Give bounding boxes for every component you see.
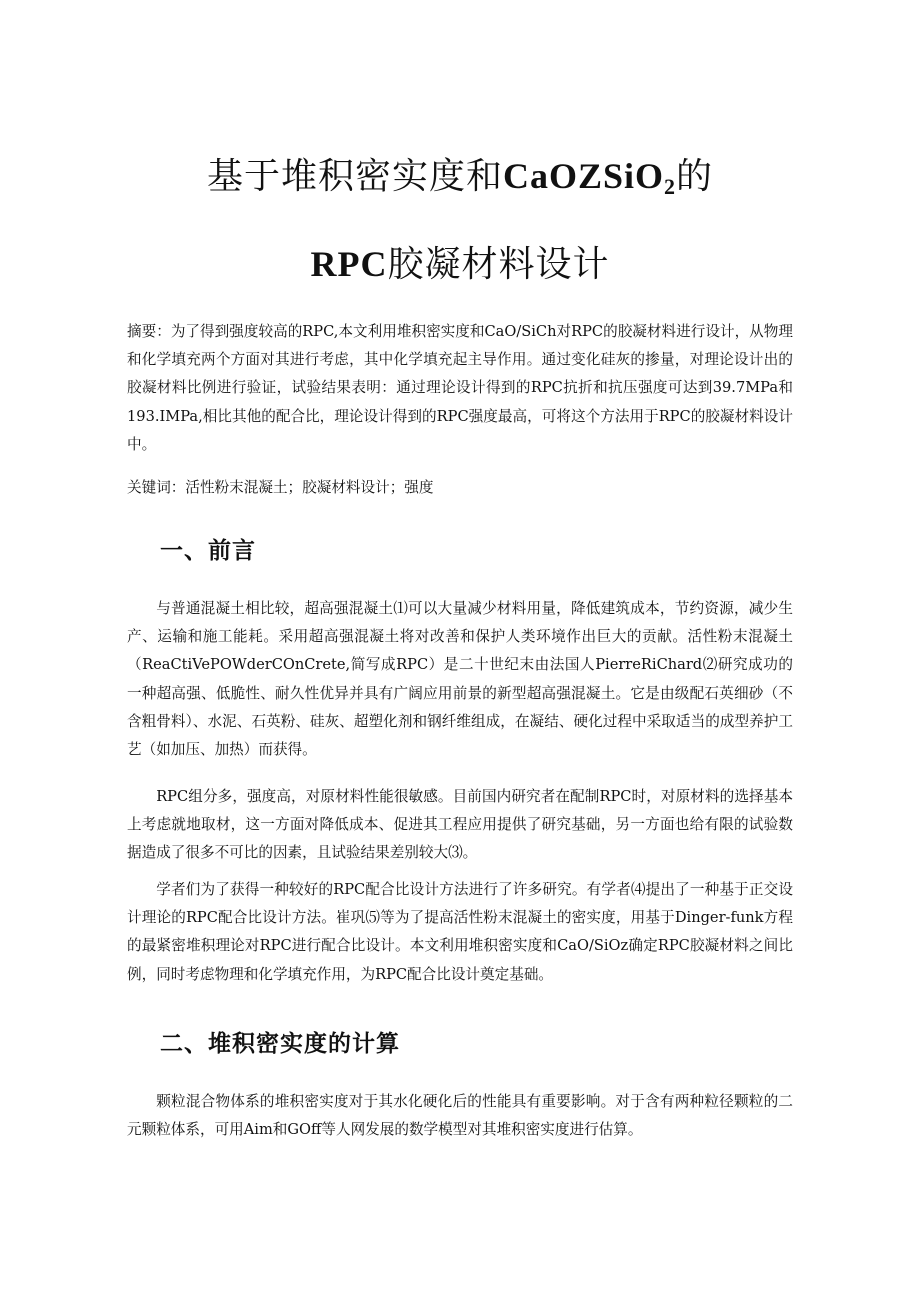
title-suffix: 的 [676,156,714,197]
title-text-2: 胶凝材料设计 [387,244,610,285]
keywords: 关键词：活性粉末混凝土；胶凝材料设计；强度 [127,479,434,496]
body-paragraph: 学者们为了获得一种较好的RPC配合比设计方法进行了许多研究。有学者⑷提出了一种基于正交设计理论的RPC配合比设计方法。崔巩⑸等为了提高活性粉末混凝土的密实度，用基于Dinger-funk方程的最紧密堆积理论对RPC进行配合比设计。本文利用堆积密实度和CaO/SiOz确定RPC胶凝材料之间比例，同时考虑物理和化学填充作用，为RPC配合比设计奠定基础。 [127,881,793,983]
title-line-2 [0,236,920,287]
body-paragraph: 颗粒混合物体系的堆积密实度对于其水化硬化后的性能具有重要影响。对于含有两种粒径颗粒的二元颗粒体系，可用Aim和GOff等人网发展的数学模型对其堆积密实度进行估算。 [127,1093,793,1139]
section-heading-packing-density: 二、堆积密实度的计算 [160,1031,400,1057]
title-line-1 [0,148,920,200]
abstract: 摘要：为了得到强度较高的RPC,本文利用堆积密实度和CaO/SiCh对RPC的胶凝材料进行设计，从物理和化学填充两个方面对其进行考虑，其中化学填充起主导作用。通过变化硅灰的掺量，对理论设计出的胶凝材料比例进行验证，试验结果表明：通过理论设计得到的RPC抗折和抗压强度可达到39.7MPa和193.IMPa,相比其他的配合比，理论设计得到的RPC强度最高，可将这个方法用于RPC的胶凝材料设计中。 [127,323,793,453]
title-acronym: RPC [310,244,388,284]
section-heading-introduction: 一、前言 [160,538,256,564]
title-formula: CaOZSiO [502,156,665,196]
title-text: 基于堆积密实度和 [206,156,503,197]
title-formula-subscript: 2 [664,174,677,199]
body-paragraph: 与普通混凝土相比较，超高强混凝土⑴可以大量减少材料用量，降低建筑成本，节约资源，减少生产、运输和施工能耗。采用超高强混凝土将对改善和保护人类环境作出巨大的贡献。活性粉末混凝土（ReaCtiVePOWderCOnCrete,简写成RPC）是二十世纪末由法国人PierreRiChard⑵研究成功的一种超高强、低脆性、耐久性优异并具有广阔应用前景的新型超高强混凝土。它是由级配石英细砂（不含粗骨料）、水泥、石英粉、硅灰、超塑化剂和钢纤维组成，在凝结、硬化过程中采取适当的成型养护工艺（如加压、加热）而获得。 [127,600,793,759]
body-paragraph: RPC组分多，强度高，对原材料性能很敏感。目前国内研究者在配制RPC时，对原材料的选择基本上考虑就地取材，这一方面对降低成本、促进其工程应用提供了研究基础，另一方面也给有限的试验数据造成了很多不可比的因素，且试验结果差别较大⑶。 [127,788,793,862]
